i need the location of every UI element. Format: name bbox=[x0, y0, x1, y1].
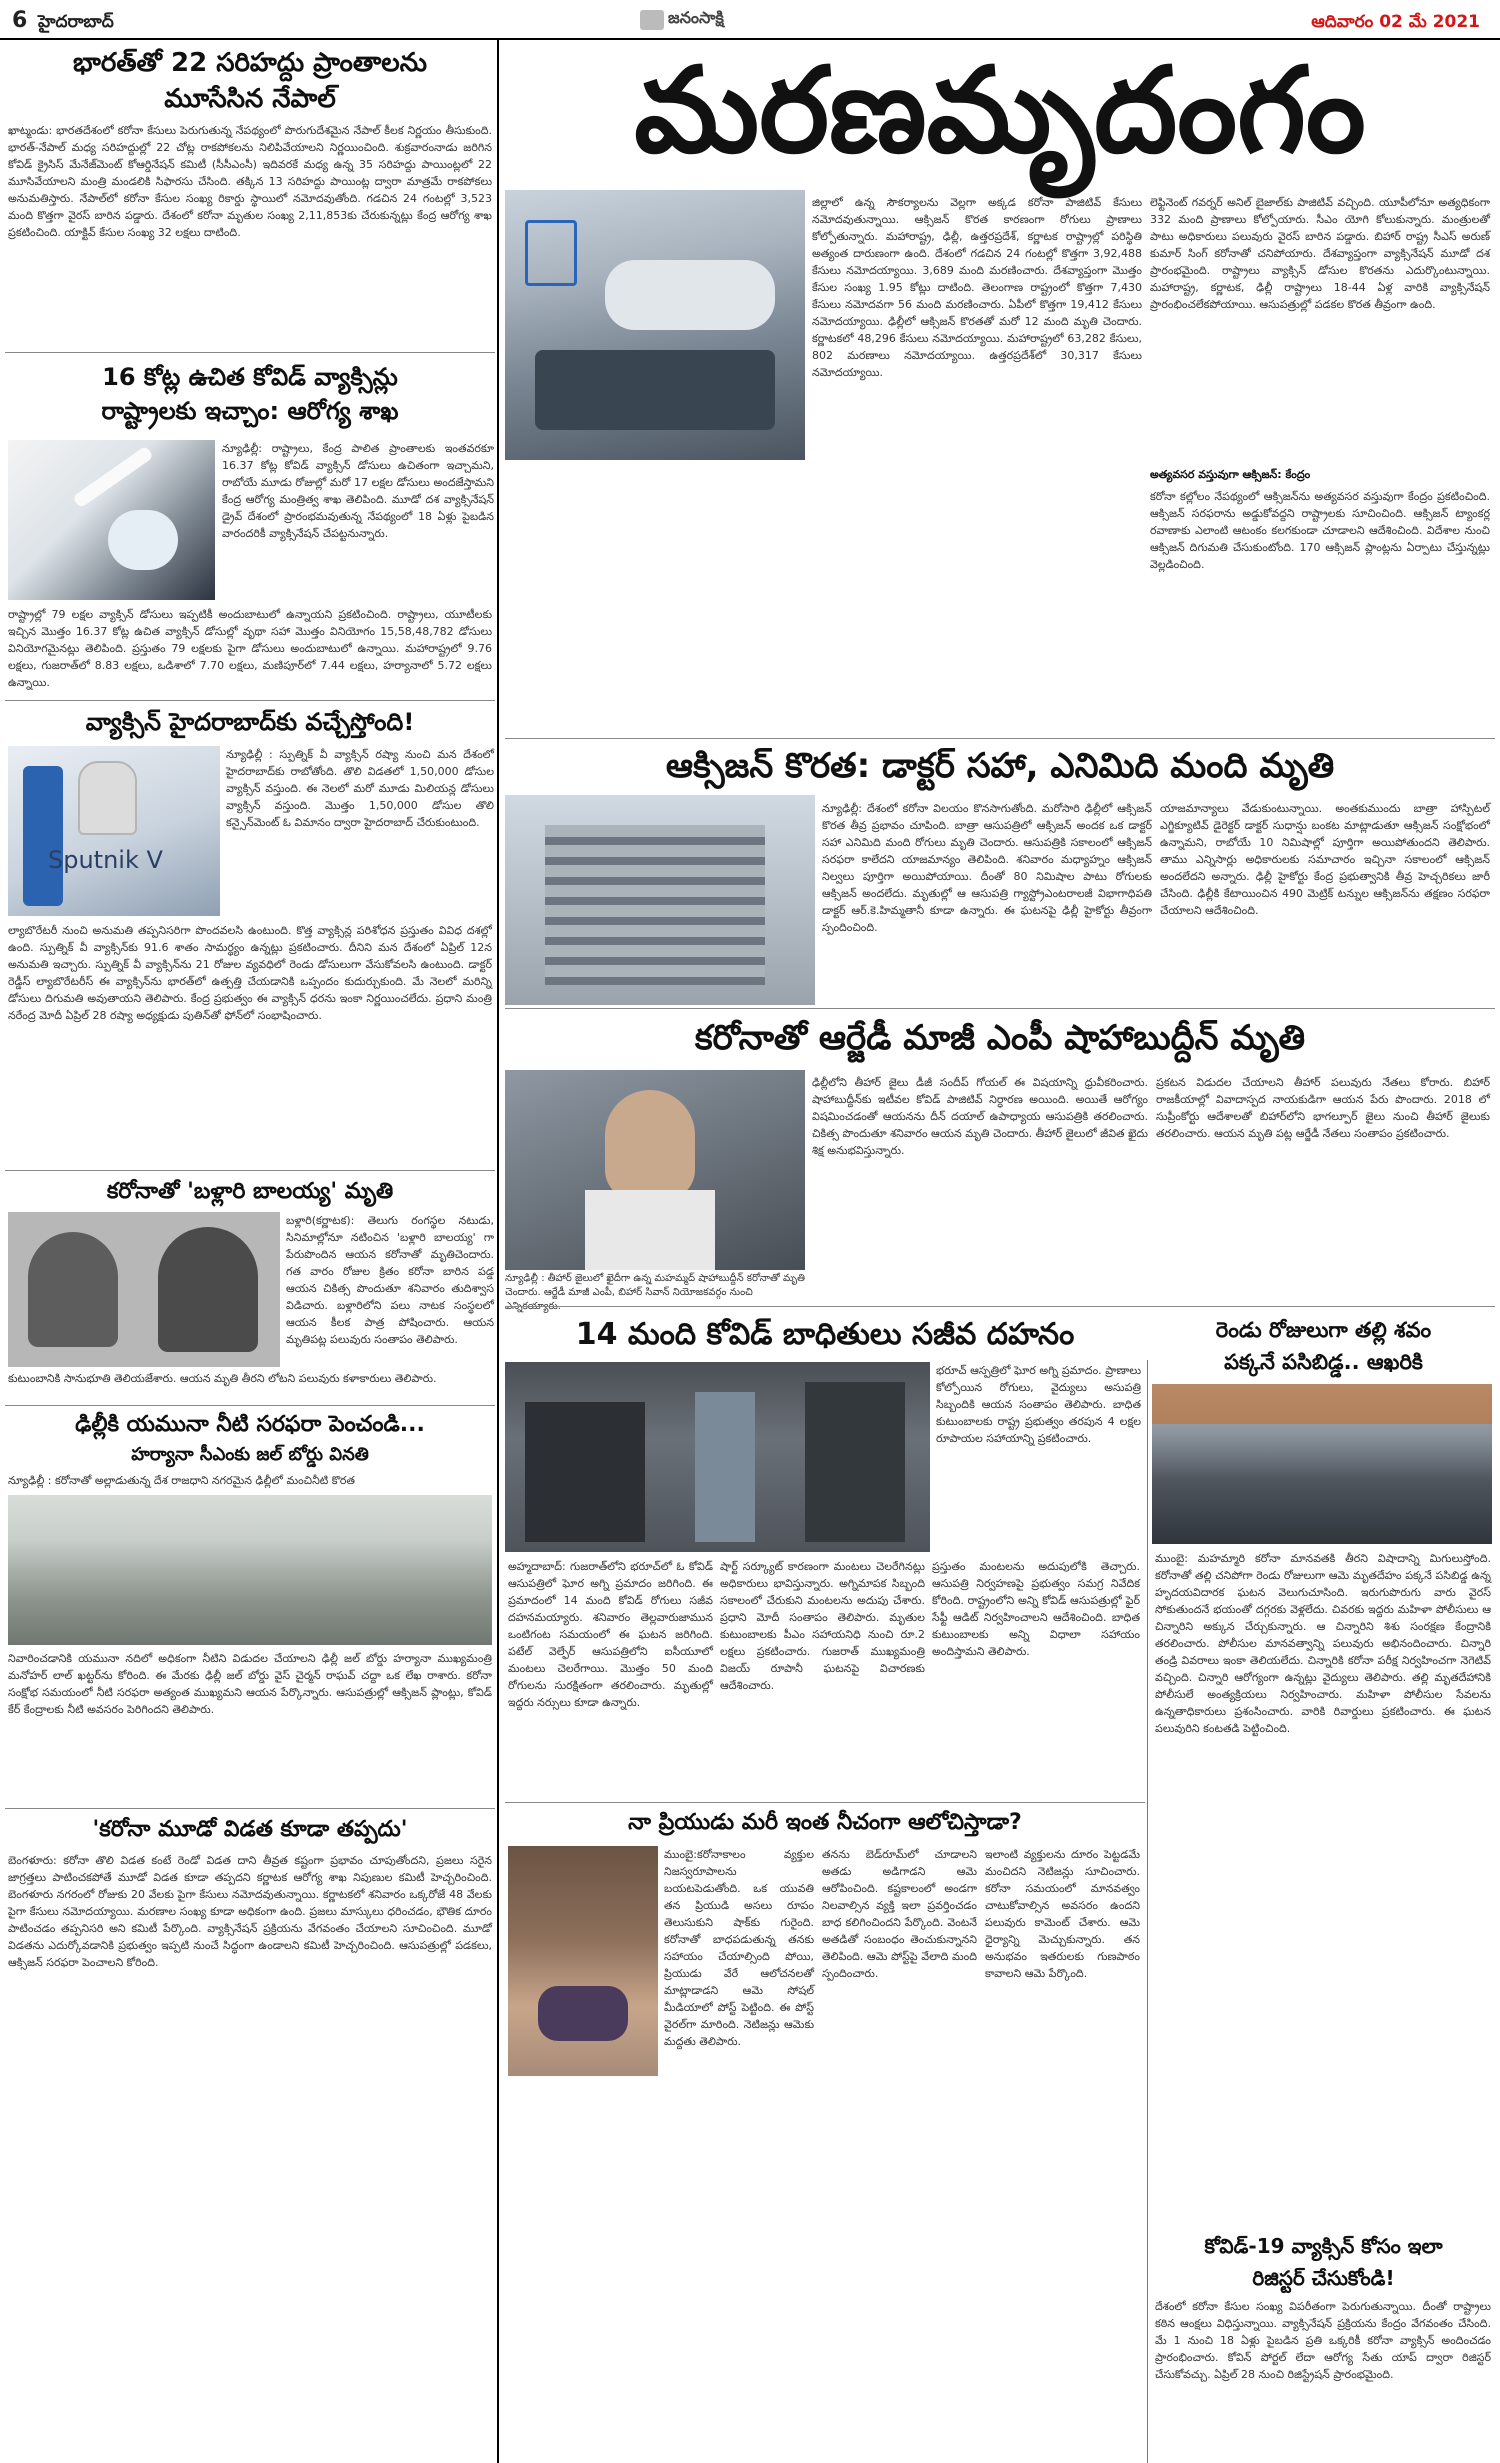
register-body: దేశంలో కరోనా కేసుల సంఖ్య విపరీతంగా పెరుగుతున్నాయి. దీంతో రాష్ట్రాలు కఠిన ఆంక్షలు విధిస్తున్నాయి. వ్యాక్సినేషన్ ప్రక్రియను కేంద్రం వేగవంతం చేసింది. మే 1 నుంచి 18 ఏళ్లు పైబడిన ప్రతి ఒక్కరికీ కరోనా వ్యాక్సిన్ అందించడం ప్రారంభించారు. కోవిన్ పోర్టల్ లేదా ఆరోగ్య సేతు యాప్ ద్వారా రిజిస్టర్ చేసుకోవచ్చు. ఏప్రిల్ 28 నుంచి రిజిస్ట్రేషన్ ప్రారంభమైంది. bbox=[1155, 2300, 1491, 2381]
nepal-headline bbox=[5, 45, 495, 117]
hospital-fire-photo bbox=[505, 1362, 930, 1552]
register-headline-line2: రిజిస్టర్ చేసుకోండి! bbox=[1252, 2266, 1395, 2290]
fire-col2: షార్ట్ సర్క్యూట్ కారణంగా మంటలు చెలరేగినట్లు అధికారులు భావిస్తున్నారు. అగ్నిమాపక సిబ్బంది సకాలంలో చేరుకుని మంటలను అదుపు చేశారు. ప్రధాని మోదీ సంతాపం తెలిపారు. మృతుల కుటుంబాలకు పీఎం సహాయనిధి నుంచి రూ.2 లక్షలు ప్రకటించారు. గుజరాత్ ముఖ్యమంత్రి విజయ్ రూపానీ ఘటనపై విచారణకు ఆదేశించారు. bbox=[720, 1560, 925, 1692]
fire-col1: అహ్మదాబాద్: గుజరాత్‌లోని భరూచ్‌లో ఓ కోవిడ్ ఆసుపత్రిలో ఘోర అగ్ని ప్రమాదం జరిగింది. ఈ ప్రమాదంలో 14 మంది కోవిడ్ రోగులు సజీవ దహనమయ్యారు. శనివారం తెల్లవారుజామున ఒంటిగంట సమయంలో ఈ ఘటన జరిగింది. పటేల్ వెల్ఫేర్ ఆసుపత్రిలోని ఐసీయూలో మంటలు చెలరేగాయి. మొత్తం 50 మంది రోగులను సురక్షితంగా తరలించారు. మృతుల్లో ఇద్దరు నర్సులు కూడా ఉన్నారు. bbox=[508, 1560, 713, 1709]
section-rule bbox=[505, 1008, 1495, 1009]
third-wave-body: బెంగళూరు: కరోనా తొలి విడత కంటే రెండో విడత దాని తీవ్రత కష్టంగా ప్రభావం చూపుతోందని, ప్రజలు సరైన జాగ్రత్తలు పాటించకపోతే మూడో విడత కూడా తప్పదని కర్ణాటక ఆరోగ్య శాఖ నిపుణుల కమిటీ హెచ్చరించింది. బెంగళూరు నగరంలో రోజుకు 20 వేలకు పైగా కేసులు నమోదవుతున్నాయి. కర్ణాటకలో శనివారం ఒక్కరోజే 48 వేలకు పైగా కేసులు నమోదయ్యాయి. మరణాల సంఖ్య కూడా అధికంగా ఉంది. ప్రజలు మాస్కులు ధరించడం, భౌతిక దూరం పాటించడం తప్పనిసరి అని కమిటీ పేర్కొంది. వ్యాక్సినేషన్ ప్రక్రియను వేగవంతం చేయాలని సూచించింది. మూడో విడతను ఎదుర్కోవడానికి ప్రభుత్వం ఇప్పటి నుంచే సిద్ధంగా ఉండాలని కమిటీ హెచ్చరించింది. ఆసుపత్రుల్లో పడకలు, ఆక్సిజన్ సరఫరా పెంచాలని కోరింది. bbox=[8, 1854, 492, 1969]
yamuna-headline: ఢిల్లీకి యమునా నీటి సరఫరా పెంచండి... bbox=[75, 1412, 425, 1437]
lover-col2: తనను బెడ్‌రూమ్‌లో చూడాలని అతడు అడిగాడని ఆమె ఆరోపించింది. కష్టకాలంలో అండగా నిలవాల్సిన వ్యక్తి ఇలా ప్రవర్తించడం బాధ కలిగించిందని పేర్కొంది. వెంటనే అతడితో సంబంధం తెంచుకున్నానని తెలిపింది. ఆమె పోస్ట్‌పై వేలాది మంది స్పందించారు. bbox=[822, 1848, 977, 1980]
nepal-body: ఖాట్మండు: భారతదేశంలో కరోనా కేసులు పెరుగుతున్న నేపథ్యంలో పొరుగుదేశమైన నేపాల్ కీలక నిర్ణయం తీసుకుంది. భారత్‌-నేపాల్ మధ్య సరిహద్దుల్లో 22 చోట్ల రాకపోకలను నిలిపివేయాలని నిర్ణయించింది. శుక్రవారంనాడు జరిగిన కోవిడ్ క్రైసిస్ మేనేజ్‌మెంట్ కోఆర్డినేషన్ కమిటీ (సీసీఎంసీ) ఇదివరకే మధ్య ఉన్న 35 సరిహద్దు పాయింట్లలో 22 మూసివేయాలని మంత్రి మండలికి సిఫారసు చేసింది. తక్కిన 13 సరిహద్దు పాయింట్ల ద్వారా మాత్రమే రాకపోకలు అనుమతిస్తారు. నేపాల్‌లో కరోనా కేసుల సంఖ్య రికార్డు స్థాయిలో నమోదవుతోంది. గడచిన 24 గంటల్లో 3,523 మంది కొత్తగా వైరస్ బారిన పడ్డారు. దేశంలో కరోనా మృతుల సంఖ్య 2,11,853కు చేరుకున్నట్లు కేంద్ర ఆరోగ్య శాఖ ప్రకటించింది. యాక్టివ్ కేసుల సంఖ్య 32 లక్షలు దాటింది. bbox=[8, 124, 492, 239]
yamuna-body: నివారించడానికి యమునా నదిలో అధికంగా నీటిని విడుదల చేయాలని ఢిల్లీ జల్ బోర్డు హర్యానా ముఖ్యమంత్రి మనోహర్ లాల్ ఖట్టర్‌ను కోరింది. ఈ మేరకు ఢిల్లీ జల్ బోర్డు వైస్ చైర్మన్ రాఘవ్ చద్దా ఒక లేఖ రాశారు. కరోనా సంక్షోభ సమయంలో నీటి సరఫరా అత్యంత ముఖ్యమని ఆయన పేర్కొన్నారు. ఆసుపత్రుల్లో ఆక్సిజన్ ప్లాంట్లు, కోవిడ్ కేర్ కేంద్రాలకు నీటి అవసరం పెరిగిందని తెలిపారు. bbox=[8, 1652, 492, 1716]
shahabuddin-col1: ఢిల్లీలోని తీహార్ జైలు డీజీ సందీప్ గోయల్ ఈ విషయాన్ని ధ్రువీకరించారు. షాహాబుద్దీన్‌కు ఇటీవల కోవిడ్ పాజిటివ్ నిర్ధారణ అయింది. అయితే ఆరోగ్యం విషమించడంతో ఆయనను దీన్ దయాల్ ఉపాధ్యాయ ఆసుపత్రికి తరలించారు. చికిత్స పొందుతూ శనివారం ఆయన మృతి చెందారు. తీహార్ జైలులో జీవిత ఖైదు శిక్ష అనుభవిస్తున్నారు. bbox=[812, 1076, 1148, 1157]
yamuna-river-photo bbox=[8, 1495, 492, 1645]
yamuna-body-top: న్యూఢిల్లీ : కరోనాతో అల్లాడుతున్న దేశ రాజధాని నగరమైన ఢిల్లీలో మంచినీటి కొరత bbox=[8, 1474, 355, 1487]
section-rule bbox=[5, 1808, 495, 1809]
masthead-logo bbox=[640, 8, 724, 31]
sputnik-headline: వ్యాక్సిన్ హైదరాబాద్‌కు వచ్చేస్తోంది! bbox=[85, 708, 415, 736]
paper-name: జనంసాక్షి bbox=[668, 8, 724, 27]
ballari-body-side: బళ్లారి(కర్ణాటక): తెలుగు రంగస్థల నటుడు, సినిమాల్లోనూ నటించిన 'బళ్లారి బాలయ్య' గా పేరుపొందిన ఆయన కరోనాతో మృతిచెందారు. గత వారం రోజుల క్రితం కరోనా బారిన పడ్డ ఆయన చికిత్స పొందుతూ శనివారం తుదిశ్వాస విడిచారు. బళ్లారిలోని పలు నాటక సంస్థలలో ఆయన కీలక పాత్ర పోషించారు. ఆయన మృతిపట్ల పలువురు సంతాపం తెలిపారు. bbox=[286, 1214, 494, 1346]
page-date: ఆదివారం 02 మే 2021 bbox=[1311, 12, 1480, 32]
ballari-balayya-photo bbox=[8, 1212, 280, 1367]
section-rule bbox=[5, 700, 495, 701]
lover-col1: ముంబై:కరోనాకాలం వ్యక్తుల నిజస్వరూపాలను బయటపెడుతోంది. ఒక యువతి తన ప్రియుడి అసలు రూపం తెలుసుకుని షాక్‌కు గురైంది. కరోనాతో బాధపడుతున్న తనకు సహాయం చేయాల్సింది పోయి, ప్రియుడు వేరే ఆలోచనలతో మాట్లాడాడని ఆమె సోషల్ మీడియాలో పోస్ట్ పెట్టింది. ఈ పోస్ట్ వైరల్‌గా మారింది. నెటిజన్లు ఆమెకు మద్దతు తెలిపారు. bbox=[664, 1848, 814, 2048]
mother-body: ముంబై: మహమ్మారి కరోనా మానవతకి తీరని విషాదాన్ని మిగులుస్తోంది. కరోనాతో తల్లి చనిపోగా రెండు రోజులుగా ఆమె మృతదేహం పక్కనే పసిబిడ్డ ఉన్న హృదయవిదారక ఘటన వెలుగుచూసింది. ఇరుగుపొరుగు వారు వైరస్ సోకుతుందనే భయంతో దగ్గరకు వెళ్లలేదు. చివరకు ఇద్దరు మహిళా పోలీసులు ఆ చిన్నారిని అక్కున చేర్చుకున్నారు. ఆ చిన్నారిని శిశు సంరక్షణ కేంద్రానికి తరలించారు. పోలీసుల మానవత్వాన్ని పలువురు అభినందించారు. చిన్నారి తండ్రి వివరాలు ఇంకా తెలియలేదు. చిన్నారికి కరోనా పరీక్ష నిర్వహించగా నెగెటివ్ వచ్చింది. చిన్నారి ఆరోగ్యంగా ఉన్నట్లు వైద్యులు తెలిపారు. తల్లి మృతదేహానికి పోలీసులే అంత్యక్రియలు నిర్వహించారు. మహిళా పోలీసుల సేవలను ఉన్నతాధికారులు ప్రశంసించారు. వారికి రివార్డులు ప్రకటించారు. ఈ ఘటన పలువురిని కంటతడి పెట్టించింది. bbox=[1155, 1552, 1491, 1735]
fire-col-side: భరూచ్‌ ఆస్పత్రిలో ఘోర అగ్ని ప్రమాదం. ప్రాణాలు కోల్పోయిన రోగులు, వైద్యులు అసుపత్రి సిబ్బందికి ఆయన సంతాపం తెలిపారు. బాధిత కుటుంబాలకు రాష్ట్ర ప్రభుత్వం తరపున 4 లక్షల రూపాయల సహాయాన్ని ప్రకటించారు. bbox=[936, 1364, 1141, 1445]
woman-photo bbox=[508, 1846, 658, 2076]
sputnik-vial-label: Sputnik V bbox=[48, 846, 163, 874]
column-divider bbox=[497, 40, 499, 2463]
section-name: హైదరాబాద్ bbox=[38, 12, 114, 32]
nepal-headline-line1: భారత్‌తో 22 సరిహద్దు ప్రాంతాలను bbox=[73, 48, 427, 78]
shahabuddin-headline: కరోనాతో ఆర్జేడీ మాజీ ఎంపీ షాహాబుద్దీన్ మృతి bbox=[694, 1018, 1306, 1058]
vaccine-free-body-bottom: రాష్ట్రాల్లో 79 లక్షల వ్యాక్సిన్ డోసులు ఇప్పటికీ అందుబాటులో ఉన్నాయని ప్రకటించింది. రాష్ట్రాలు, యూటీలకు ఇచ్చిన మొత్తం 16.37 కోట్ల ఉచిత వ్యాక్సిన్ డోసుల్లో వృథా సహా మొత్తం వినియోగం 15,58,48,782 డోసులు వినియోగమైనట్లు తెలిపింది. ప్రస్తుతం 79 లక్షలకు పైగా డోసులు అందుబాటులో ఉన్నాయి. మహారాష్ట్రలో 9.76 లక్షలు, గుజరాత్‌లో 8.83 లక్షలు, ఒడిశాలో 7.70 లక్షలు, మణిపూర్‌లో 7.44 లక్షలు, హర్యానాలో 5.72 లక్షలు ఉన్నాయి. bbox=[8, 608, 492, 689]
main-headline: మరణమృదంగం bbox=[634, 41, 1366, 179]
top-story-col2b: కరోనా కల్లోలం నేపథ్యంలో ఆక్సిజన్‌ను అత్యవసర వస్తువుగా కేంద్రం ప్రకటించింది. ఆక్సిజన్ సరఫరాను అడ్డుకోవద్దని రాష్ట్రాలకు సూచించింది. ఆక్సిజన్ ట్యాంకర్ల రవాణాకు ఎలాంటి ఆటంకం కలగకుండా చూడాలని ఆదేశించింది. విదేశాల నుంచి ఆక్సిజన్ దిగుమతి చేసుకుంటోంది. 170 ఆక్సిజన్ ప్లాంట్లను ఏర్పాటు చేస్తున్నట్లు వెల్లడించింది. bbox=[1150, 490, 1490, 571]
section-rule bbox=[505, 1306, 1495, 1307]
shahabuddin-caption: న్యూఢిల్లీ : తీహార్ జైలులో ఖైదీగా ఉన్న మహమ్మద్ షాహాబుద్దీన్ కరోనాతో మృతి చెందారు. ఆర్జేడీ మాజీ ఎంపీ, బిహార్ సివాన్ నియోజకవర్గం నుంచి bbox=[505, 1273, 805, 1298]
vaccine-injection-photo bbox=[8, 440, 215, 600]
yamuna-subheadline: హర్యానా సీఎంకు జల్ బోర్డు వినతి bbox=[131, 1444, 369, 1465]
batra-hospital-photo bbox=[505, 795, 815, 1005]
sputnik-body: ల్యాబొరేటరీ నుంచి అనుమతి తప్పనిసరిగా పొందవలసి ఉంటుంది. కొత్త వ్యాక్సిన్ల పరిశోధన ప్రస్తుతం వివిధ దశల్లో ఉంది. స్పుత్నిక్ వీ వ్యాక్సిన్‌కు 91.6 శాతం సామర్థ్యం ఉన్నట్లు ప్రకటించారు. దీనిని మన దేశంలో ఏప్రిల్ 12న అనుమతి ఇచ్చారు. స్పుత్నిక్ వీ వ్యాక్సిన్‌ను 21 రోజుల వ్యవధిలో రెండు డోసులుగా వేసుకోవలసి ఉంటుంది. డాక్టర్ రెడ్డీస్ ల్యాబొరేటరీస్ ఈ వ్యాక్సిన్‌ను భారత్‌లో ఉత్పత్తి చేయడానికి ఒప్పందం కుదుర్చుకుంది. మే నెలలో మరిన్ని డోసులు దిగుమతి అవుతాయని తెలిపారు. కేంద్ర ప్రభుత్వం ఈ వ్యాక్సిన్ ధరను ఇంకా నిర్ణయించలేదు. ప్రధాని మంత్రి నరేంద్ర మోదీ ఏప్రిల్ 28 రష్యా అధ్యక్షుడు పుతిన్‌తో ఫోన్‌లో సంభాషించారు. bbox=[8, 924, 492, 1022]
oxygen-col2: యాజమాన్యాలు వేడుకుంటున్నాయి. అంతకుముందు బాత్రా హాస్పిటల్ ఎగ్జిక్యూటివ్ డైరెక్టర్ డాక్టర్ సుధాన్షు బంకట మాట్లాడుతూ ఆక్సిజన్ సంక్షోభంలో ఉన్నామని, రాబోయే 10 నిమిషాల్లో పూర్తిగా అయిపోతుందని తెలిపారు. తాము ఎన్నిసార్లు అధికారులకు సమాచారం ఇచ్చినా సకాలంలో ఆక్సిజన్ అందలేదని అన్నారు. ఢిల్లీ హైకోర్టు కేంద్ర ప్రభుత్వానికి తీవ్ర హెచ్చరికలు జారీ చేసింది. ఢిల్లీకి కేటాయించిన 490 మెట్రిక్ టన్నుల ఆక్సిజన్‌ను తక్షణం సరఫరా చేయాలని ఆదేశించింది. bbox=[1160, 802, 1490, 917]
sputnik-vial-photo bbox=[8, 746, 220, 916]
oxygen-col1: న్యూఢిల్లీ: దేశంలో కరోనా విలయం కొనసాగుతోంది. మరోసారి ఢిల్లీలో ఆక్సిజన్ కొరత తీవ్ర ప్రభావం చూపింది. బాత్రా ఆసుపత్రిలో ఆక్సిజన్ అందక ఒక డాక్టర్ సహా ఎనిమిది మంది రోగులు మృతి చెందారు. ఆసుపత్రికి సకాలంలో ఆక్సిజన్ సరఫరా కాలేదని యాజమాన్యం తెలిపింది. శనివారం మధ్యాహ్నం ఆక్సిజన్ నిల్వలు పూర్తిగా అయిపోయాయి. దీంతో 80 నిమిషాల పాటు రోగులకు ఆక్సిజన్ అందలేదు. మృతుల్లో ఆ ఆసుపత్రి గ్యాస్ట్రోఎంటరాలజీ విభాగాధిపతి డాక్టర్ ఆర్.కె.హిమ్మతానీ కూడా ఉన్నారు. ఈ ఘటనపై ఢిల్లీ హైకోర్టు తీవ్రంగా స్పందించింది. bbox=[822, 802, 1152, 934]
top-story-lower bbox=[505, 466, 805, 716]
hospital-patients-photo bbox=[505, 190, 805, 460]
fire-col3: ప్రస్తుతం మంటలను అదుపులోకి తెచ్చారు. ఆసుపత్రి నిర్వహణపై ప్రభుత్వం సమగ్ర నివేదిక కోరింది. రాష్ట్రంలోని అన్ని కోవిడ్ ఆసుపత్రుల్లో ఫైర్ సేఫ్టీ ఆడిట్ నిర్వహించాలని ఆదేశించింది. బాధిత కుటుంబాలకు అన్ని విధాలా సహాయం అందిస్తామని తెలిపారు. bbox=[932, 1560, 1140, 1658]
sputnik-body-side: న్యూఢిల్లీ : స్పుత్నిక్ వీ వ్యాక్సిన్ రష్యా నుంచి మన దేశంలో హైదరాబాద్‌కు రాబోతోంది. తొలి విడతలో 1,50,000 డోసుల వ్యాక్సిన్ వస్తుంది. ఈ నెలలో మరో మూడు మిలియన్ల డోసులు వ్యాక్సిన్ వస్తుంది. మొత్తం 1,50,000 డోసుల తొలి కన్సైన్‌మెంట్ ఓ విమానం ద్వారా హైదరాబాద్ చేరుకుంటుంది. bbox=[226, 748, 494, 829]
vaccine-free-headline-line2: రాష్ట్రాలకు ఇచ్చాం: ఆరోగ్య శాఖ bbox=[101, 397, 399, 425]
logo-icon bbox=[640, 10, 664, 30]
oxygen-essential-subhead: అత్యవసర వస్తువుగా ఆక్సిజన్: కేంద్రం bbox=[1150, 468, 1311, 481]
section-rule bbox=[505, 738, 1495, 739]
shahabuddin-photo bbox=[505, 1070, 805, 1270]
shahabuddin-col2: ప్రకటన విడుదల చేయాలని తీహార్ పలువురు నేతలు కోరారు. బిహార్ రాజకీయాల్లో వివాదాస్పద నాయకుడిగా ఆయన పేరు పొందారు. 2018 లో సుప్రీంకోర్టు ఆదేశాలతో బిహార్‌లోని భాగల్పూర్ జైలు నుంచి తీహార్ జైలుకు తరలించారు. ఆయన మృతి పట్ల ఆర్జేడీ నేతలు సంతాపం ప్రకటించారు. bbox=[1156, 1076, 1490, 1140]
section-rule bbox=[5, 1405, 495, 1406]
ballari-headline: కరోనాతో 'బళ్లారి బాలయ్య' మృతి bbox=[106, 1179, 394, 1204]
vaccine-free-headline-line1: 16 కోట్ల ఉచిత కోవిడ్ వ్యాక్సిన్లు bbox=[102, 363, 398, 391]
top-story-col1: జిల్లాలో ఉన్న సౌకర్యాలను వెల్లగా అక్కడ కరోనా పాజిటివ్ కేసులు నమోదవుతున్నాయి. ఆక్సిజన్ కొరత కారణంగా రోగులు ప్రాణాలు కోల్పోతున్నారు. మహారాష్ట్ర, ఢిల్లీ, ఉత్తరప్రదేశ్, కర్ణాటక రాష్ట్రాల్లో పరిస్థితి అత్యంత దారుణంగా ఉంది. దేశంలో గడచిన 24 గంటల్లో కొత్తగా 3,92,488 కేసులు నమోదయ్యాయి. 3,689 మంది మరణించారు. దేశవ్యాప్తంగా మొత్తం కేసుల సంఖ్య 1.95 కోట్లు దాటింది. తెలంగాణ రాష్ట్రంలో కొత్తగా 7,430 కేసులు నమోదవగా 56 మంది మరణించారు. ఏపీలో కొత్తగా 19,412 కేసులు నమోదయ్యాయి. ఢిల్లీలో ఆక్సిజన్ కొరతతో మరో 12 మంది మృతి చెందారు. కర్ణాటకలో 48,296 కేసులు నమోదయ్యాయి. మహారాష్ట్రలో 63,282 కేసులు, 802 మరణాలు నమోదయ్యాయి. ఉత్తరప్రదేశ్‌లో 30,317 కేసులు నమోదయ్యాయి. bbox=[812, 196, 1142, 379]
fire-headline: 14 మంది కోవిడ్ బాధితులు సజీవ దహనం bbox=[575, 1317, 1075, 1352]
lover-headline: నా ప్రియుడు మరీ ఇంత నీచంగా ఆలోచిస్తాడా? bbox=[628, 1810, 1022, 1835]
third-wave-headline: 'కరోనా మూడో విడత కూడా తప్పదు' bbox=[92, 1817, 408, 1842]
vaccine-free-body-top: న్యూఢిల్లీ: రాష్ట్రాలు, కేంద్ర పాలిత ప్రాంతాలకు ఇంతవరకూ 16.37 కోట్ల కోవిడ్ వ్యాక్సిన్ డోసులు ఉచితంగా ఇచ్చామని, రాబోయే మూడు రోజుల్లో మరో 17 లక్షల డోసులు అందజేస్తామని కేంద్ర ఆరోగ్య మంత్రిత్వ శాఖ తెలిపింది. మూడో దశ వ్యాక్సినేషన్ డ్రైవ్ దేశంలో ప్రారంభమవుతున్న నేపథ్యంలో 18 ఏళ్లు పైబడిన వారందరికీ వ్యాక్సినేషన్ చేపట్టనున్నారు. bbox=[222, 442, 494, 540]
mother-headline bbox=[1152, 1314, 1495, 1378]
mother-headline-line2: పక్కనే పసిబిడ్డ.. ఆఖరికి bbox=[1224, 1350, 1423, 1374]
register-headline bbox=[1152, 2230, 1495, 2294]
register-headline-line1: కోవిడ్-19 వ్యాక్సిన్ కోసం ఇలా bbox=[1204, 2234, 1443, 2258]
ballari-body: కుటుంబానికి సానుభూతి తెలియజేశారు. ఆయన మృతి తీరని లోటని పలువురు కళాకారులు తెలిపారు. bbox=[8, 1372, 437, 1385]
nepal-headline-line2: మూసేసిన నేపాల్ bbox=[164, 84, 336, 114]
page-number: 6 bbox=[12, 8, 28, 33]
oxygen-headline: ఆక్సిజన్ కొరత: డాక్టర్ సహా, ఎనిమిది మంది మృతి bbox=[665, 746, 1335, 786]
section-rule bbox=[505, 1802, 1145, 1803]
column-divider bbox=[1147, 1360, 1148, 2463]
crowd-photo bbox=[1152, 1384, 1492, 1544]
lover-col3: ఇలాంటి వ్యక్తులను దూరం పెట్టడమే మంచిదని నెటిజన్లు సూచించారు. కరోనా సమయంలో మానవత్వం చాటుకోవాల్సిన అవసరం ఉందని పలువురు కామెంట్ చేశారు. ఆమె ధైర్యాన్ని మెచ్చుకున్నారు. తన అనుభవం ఇతరులకు గుణపాఠం కావాలని ఆమె పేర్కొంది. bbox=[985, 1848, 1140, 1980]
mother-headline-line1: రెండు రోజులుగా తల్లి శవం bbox=[1215, 1318, 1432, 1342]
section-rule bbox=[5, 1170, 495, 1171]
section-rule bbox=[5, 352, 495, 353]
top-story-col2: లెఫ్టినెంట్ గవర్నర్ అనిల్ బైజాల్‌కు పాజిటివ్ వచ్చింది. యూపీలోనూ అత్యధికంగా 332 మంది ప్రాణాలు కోల్పోయారు. సీఎం యోగి కోలుకున్నారు. మంత్రులతో పాటు అధికారులు పలువురు వైరస్ బారిన పడ్డారు. బిహార్ రాష్ట్ర సీఎస్ అరుణ్ కుమార్ సింగ్ కరోనాతో చనిపోయారు. దేశవ్యాప్తంగా వ్యాక్సినేషన్ మూడో దశ ప్రారంభమైంది. రాష్ట్రాలు వ్యాక్సిన్ డోసుల కొరతను ఎదుర్కొంటున్నాయి. మహారాష్ట్ర, కర్ణాటక, ఢిల్లీ రాష్ట్రాలు 18-44 ఏళ్ల వారికి వ్యాక్సినేషన్ ప్రారంభించలేకపోయాయి. ఆసుపత్రుల్లో పడకల కొరత తీవ్రంగా ఉంది. bbox=[1150, 196, 1490, 311]
vaccine-free-headline bbox=[5, 360, 495, 428]
